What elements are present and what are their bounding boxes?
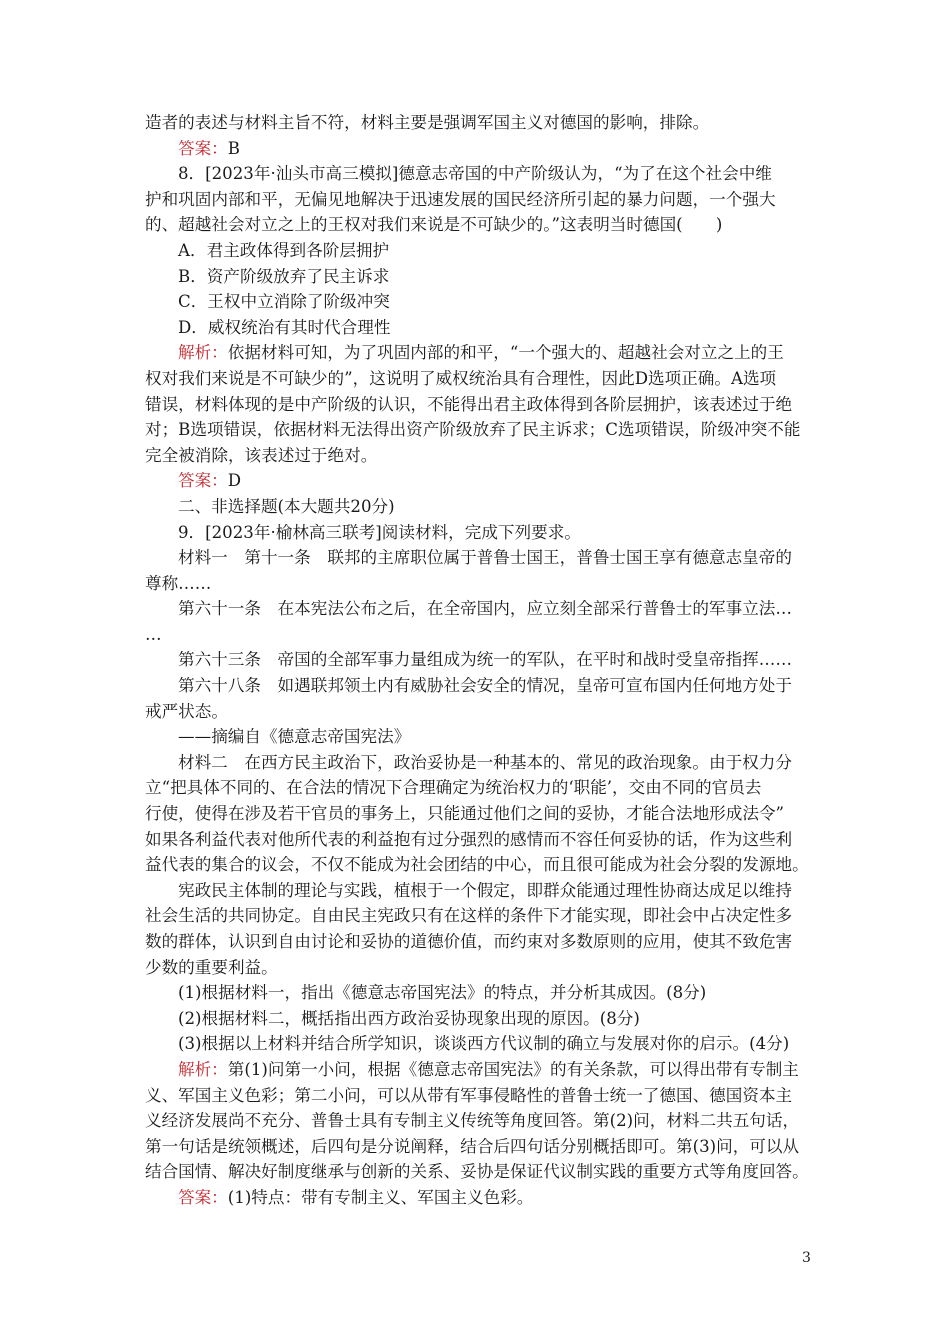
text-line [145,878,810,904]
text-line [145,1006,810,1032]
text-line [145,724,810,750]
text-line [145,1083,810,1109]
line-text: 材料一 第十一条 联邦的主席职位属于普鲁士国王，普鲁士国王享有德意志皇帝的 [178,548,792,568]
text-line [145,980,810,1006]
text-line [145,187,810,213]
text-line [145,520,810,546]
line-text: 权对我们来说是不可缺少的”，这说明了威权统治具有合理性，因此D选项正确。A选项 [145,368,777,388]
text-line [145,494,810,520]
text-line [145,571,810,597]
text-line [145,596,810,622]
line-text: 立“把具体不同的、在合法的情况下合理确定为统治权力的‘职能’，交由不同的官员去 [145,778,762,798]
line-text: 尊称…… [145,573,212,593]
line-text: 错误，材料体现的是中产阶级的认识，不能得出君主政体得到各阶层拥护，该表述过于绝 [145,394,793,414]
line-text: D．威权统治有其时代合理性 [178,317,391,337]
text-line [145,366,810,392]
line-text: 第六十八条 如遇联邦领土内有威胁社会安全的情况，皇帝可宣布国内任何地方处于 [178,676,792,696]
labeled-line [145,1185,810,1211]
line-text: 的、超越社会对立之上的王权对我们来说是不可缺少的。”这表明当时德国( ) [145,215,723,235]
line-text: 结合国情、解决好制度继承与创新的关系、妥协是保证代议制实践的重要方式等角度回答。 [145,1162,809,1182]
page-number: 3 [802,1250,811,1266]
text-line [145,1134,810,1160]
text-line [145,775,810,801]
line-text: B．资产阶级放弃了民主诉求 [178,266,390,286]
line-text: (3)根据以上材料并结合所学知识，谈谈西方代议制的确立与发展对你的启示。(4分) [178,1034,790,1054]
line-text: 依据材料可知，为了巩固内部的和平，“一个强大的、超越社会对立之上的王 [227,343,784,363]
line-text: 完全被消除，该表述过于绝对。 [145,445,378,465]
text-line [145,1159,810,1185]
text-line [145,417,810,443]
document-body [145,110,810,1211]
text-line [145,545,810,571]
labeled-line [145,136,810,162]
text-line [145,1108,810,1134]
line-text: 义经济发展尚不充分、普鲁士具有专制主义传统等角度回答。第(2)问，材料二共五句话， [145,1111,800,1131]
text-line [145,929,810,955]
line-text: 社会生活的共同协定。自由民主宪政只有在这样的条件下才能实现，即社会中占决定性多 [145,906,793,926]
line-text: 行使，使得在涉及若干官员的事务上，只能通过他们之间的妥协，才能合法地形成法令” [145,804,785,824]
text-line [145,699,810,725]
line-label: 答案： [178,471,228,491]
line-text: 第六十一条 在本宪法公布之后，在全帝国内，应立刻全部采行普鲁士的军事立法… [178,599,792,619]
line-text: 造者的表述与材料主旨不符，材料主要是强调军国主义对德国的影响，排除。 [145,113,710,132]
line-label: 解析： [178,343,228,363]
line-text: ——摘编自《德意志帝国宪法》 [178,727,411,747]
line-text: 护和巩固内部和平，无偏见地解决于迅速发展的国民经济所引起的暴力问题，一个强大 [145,189,776,209]
text-line [145,392,810,418]
line-text: 数的群体，认识到自由讨论和妥协的道德价值，而约束对多数原则的应用，使其不致危害 [145,932,793,951]
line-text: C．王权中立消除了阶级冲突 [178,292,390,312]
line-text: 二、非选择题(本大题共20分) [178,496,395,516]
text-line [145,801,810,827]
line-text: 义、军国主义色彩；第二小问，可以从带有军事侵略性的普鲁士统一了德国、德国资本主 [145,1085,793,1105]
text-line [145,647,810,673]
line-text: (2)根据材料二，概括指出西方政治妥协现象出现的原因。(8分) [178,1008,640,1028]
line-text: 9．[2023年·榆林高三联考]阅读材料，完成下列要求。 [178,522,581,542]
text-line [145,852,810,878]
text-line [145,750,810,776]
text-line [145,443,810,469]
text-line [145,622,810,648]
text-line [145,212,810,238]
text-line [145,289,810,315]
line-text: … [145,624,162,644]
line-text: 戒严状态。 [145,701,228,721]
line-text: B [227,138,240,158]
text-line [145,673,810,699]
line-text: 8．[2023年·汕头市高三模拟]德意志帝国的中产阶级认为，“为了在这个社会中维 [178,164,772,184]
text-line [145,238,810,264]
line-text: D [227,471,242,491]
text-line [145,264,810,290]
text-line [145,161,810,187]
line-label: 答案： [178,1187,228,1207]
line-text: 第(1)问第一小问，根据《德意志帝国宪法》的有关条款，可以得出带有专制主 [227,1059,799,1079]
line-label: 解析： [178,1059,228,1079]
text-line [145,827,810,853]
labeled-line [145,340,810,366]
line-text: 第六十三条 帝国的全部军事力量组成为统一的军队，在平时和战时受皇帝指挥…… [178,650,792,670]
line-text: 第一句话是统领概述，后四句是分说阐释，结合后四句话分别概括即可。第(3)问，可以从 [145,1136,800,1156]
line-text: 宪政民主体制的理论与实践，植根于一个假定，即群众能通过理性协商达成足以维持 [178,880,792,900]
line-text: A．君主政体得到各阶层拥护 [178,240,390,260]
text-line [145,955,810,981]
line-text: (1)根据材料一，指出《德意志帝国宪法》的特点，并分析其成因。(8分) [178,983,707,1003]
labeled-line [145,1057,810,1083]
line-text: 少数的重要利益。 [145,957,278,977]
text-line [145,1031,810,1057]
text-line [145,110,810,136]
line-text: 材料二 在西方民主政治下，政治妥协是一种基本的、常见的政治现象。由于权力分 [178,752,792,772]
labeled-line [145,468,810,494]
line-text: (1)特点：带有专制主义、军国主义色彩。 [227,1187,534,1207]
line-text: 如果各利益代表对他所代表的利益抱有过分强烈的感情而不容任何妥协的话，作为这些利 [145,829,793,849]
line-text: 对；B选项错误，依据材料无法得出资产阶级放弃了民主诉求；C选项错误，阶级冲突不能 [145,420,801,440]
text-line [145,315,810,341]
line-text: 益代表的集合的议会，不仅不能成为社会团结的中心，而且很可能成为社会分裂的发源地。 [145,855,809,875]
line-label: 答案： [178,138,228,158]
text-line [145,903,810,929]
